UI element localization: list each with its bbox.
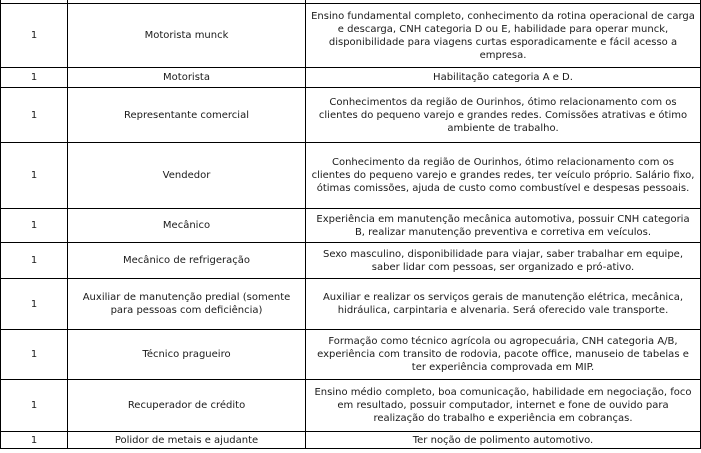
requirements-cell: Ensino médio completo, boa comunicação, habilidade em negociação, foco em resultado, possuir computador, internet e fone de ouvido para realização do trabalho e experiência em cobranças. [306, 380, 701, 432]
table-row [1, 143, 701, 209]
qty-cell: 1 [1, 143, 68, 209]
table-row [1, 209, 701, 243]
requirements-cell: Sexo masculino, disponibilidade para viajar, saber trabalhar em equipe, saber lidar com pessoas, ser organizado e pró-ativo. [306, 243, 701, 279]
qty-cell: 1 [1, 380, 68, 432]
requirements-cell: Habilitação categoria A e D. [306, 68, 701, 88]
table-row [1, 279, 701, 330]
qty-cell: 1 [1, 4, 68, 68]
table-row [1, 380, 701, 432]
requirements-cell: Auxiliar e realizar os serviços gerais de manutenção elétrica, mecânica, hidráulica, carpintaria e alvenaria. Será oferecido vale transporte. [306, 279, 701, 330]
role-cell: Técnico pragueiro [68, 330, 306, 380]
qty-cell: 1 [1, 432, 68, 449]
table-row [1, 88, 701, 143]
qty-cell: 1 [1, 68, 68, 88]
table-row [1, 243, 701, 279]
table-row [1, 4, 701, 68]
role-cell: Polidor de metais e ajudante [68, 432, 306, 449]
role-cell: Motorista [68, 68, 306, 88]
qty-cell: 1 [1, 279, 68, 330]
role-cell: Vendedor [68, 143, 306, 209]
requirements-cell: Ensino fundamental completo, conhecimento da rotina operacional de carga e descarga, CNH categoria D ou E, habilidade para operar munck, disponibilidade para viagens curtas esporadicamente e fácil acesso a empresa. [306, 4, 701, 68]
requirements-cell: Formação como técnico agrícola ou agropecuária, CNH categoria A/B, experiência com transito de rodovia, pacote office, manuseio de tabelas e ter experiência comprovada em MIP. [306, 330, 701, 380]
qty-cell: 1 [1, 209, 68, 243]
qty-cell: 1 [1, 243, 68, 279]
requirements-cell: Experiência em manutenção mecânica automotiva, possuir CNH categoria B, realizar manutenção preventiva e corretiva em veículos. [306, 209, 701, 243]
role-cell: Auxiliar de manutenção predial (somente para pessoas com deficiência) [68, 279, 306, 330]
table-row [1, 330, 701, 380]
qty-cell: 1 [1, 330, 68, 380]
role-cell: Recuperador de crédito [68, 380, 306, 432]
requirements-cell: Conhecimento da região de Ourinhos, ótimo relacionamento com os clientes do pequeno varejo e grandes redes, ter veículo próprio. Salário fixo, ótimas comissões, ajuda de custo como combustível e despesas pessoais. [306, 143, 701, 209]
role-cell: Motorista munck [68, 4, 306, 68]
qty-cell: 1 [1, 88, 68, 143]
role-cell: Representante comercial [68, 88, 306, 143]
requirements-cell: Ter noção de polimento automotivo. [306, 432, 701, 449]
requirements-cell: Conhecimentos da região de Ourinhos, ótimo relacionamento com os clientes do pequeno varejo e grandes redes. Comissões atrativas e ótimo ambiente de trabalho. [306, 88, 701, 143]
role-cell: Mecânico de refrigeração [68, 243, 306, 279]
table-row [1, 68, 701, 88]
role-cell: Mecânico [68, 209, 306, 243]
table-row [1, 432, 701, 449]
